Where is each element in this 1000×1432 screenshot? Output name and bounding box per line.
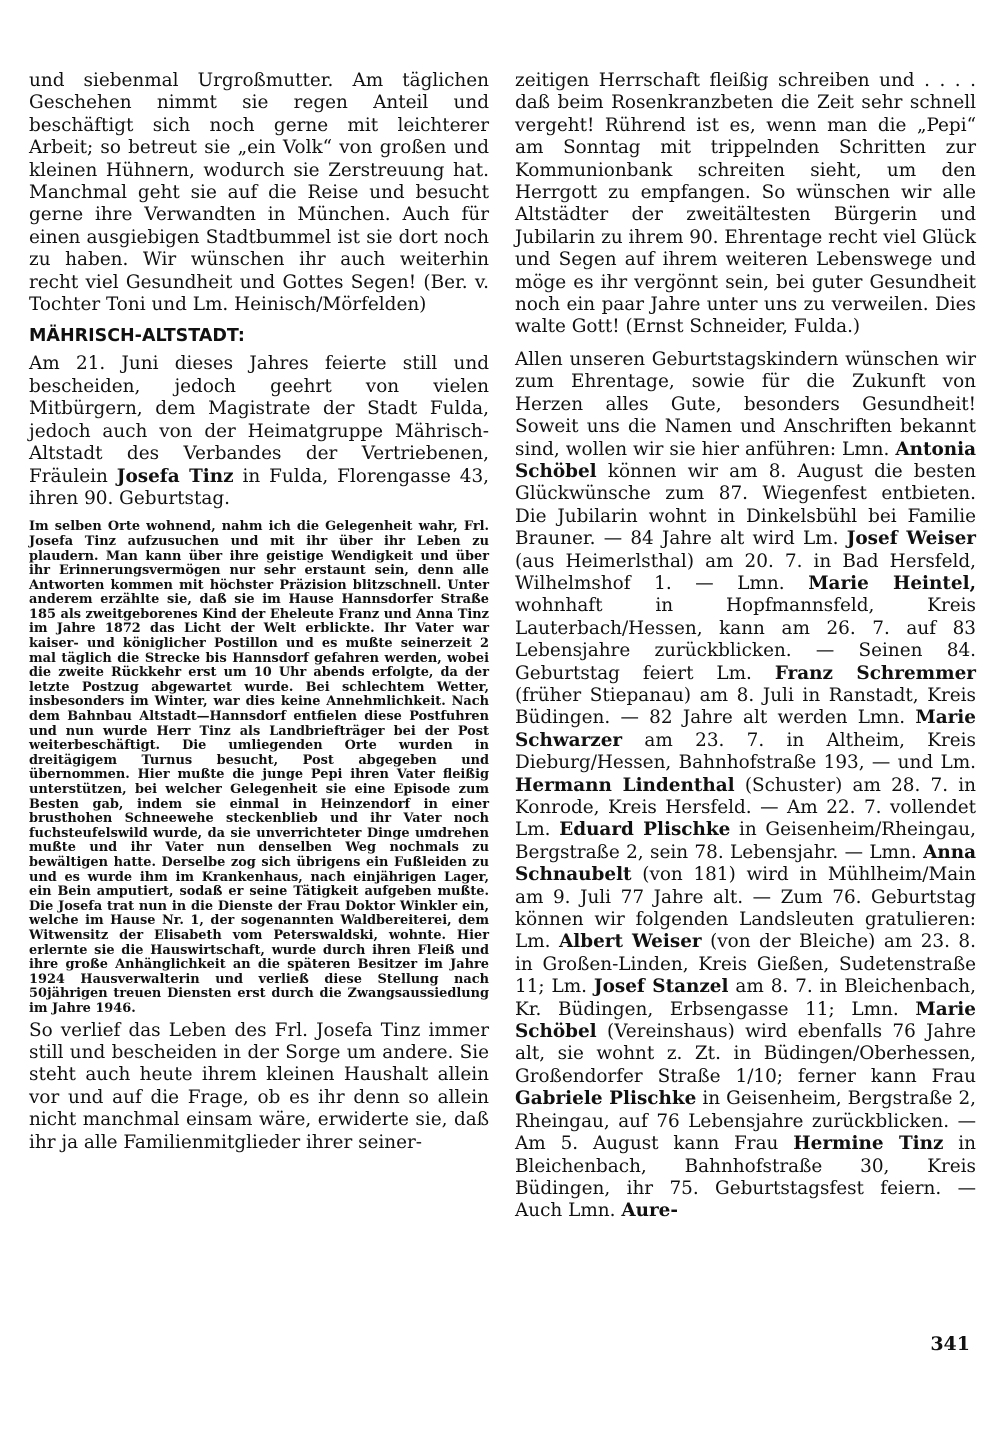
- left-paragraph-2: [29, 353, 489, 510]
- person-name: Hermine Tinz: [793, 1133, 944, 1155]
- person-name: Albert Weiser: [558, 931, 702, 953]
- text-segment: (früher Stiepanau) am 8. Juli in Ranstadt, Kreis Büdingen. — 82 Jahre alt werden Lmn.: [515, 684, 976, 729]
- person-name: Gabriele Plischke: [515, 1088, 697, 1110]
- text-segment: Allen unseren Geburtstagskindern wünschen wir zum Ehrentage, sowie für die Zukunft von Herzen alles Gute, besonders Gesundheit! Soweit uns die Namen und Anschriften bekannt sind, wollen wir sie hier anführen: Lmn.: [515, 348, 976, 460]
- left-paragraph-1: und siebenmal Urgroßmutter. Am täglichen Geschehen nimmt sie regen Anteil und beschäftigt sich noch gerne mit leichterer Arbeit; so betreut sie „ein Volk“ von großen und kleinen Hühnern, wodurch sie Zerstreuung hat. Manchmal geht sie auf die Reise und besucht gerne ihre Verwandten in München. Auch für einen ausgiebigen Stadtbummel ist sie dort noch zu haben. Wir wünschen ihr auch weiterhin recht viel Gesundheit und Gottes Segen! (Ber. v. Tochter Toni und Lm. Heinisch/Mörfelden): [29, 70, 489, 316]
- text-segment: in Bleichenbach, Bahnhofstraße 30, Kreis Büdingen, ihr 75. Geburtstagsfest feiern. — Auch Lmn.: [515, 1133, 977, 1222]
- text-segment: am 8. 7. in Bleichenbach, Kr. Büdingen, Erbsengasse 11; Lmn.: [515, 976, 976, 1020]
- person-name: Josef Stanzel: [593, 976, 729, 998]
- person-name: Josef Weiser: [846, 528, 976, 550]
- text-segment: in Geisenheim, Bergstraße 2, Rheingau, auf 76 Lebensjahre zurückblicken. — Am 5. August kann Frau: [515, 1088, 976, 1155]
- person-name: Anna Schnaubelt: [515, 841, 976, 886]
- person-name: Josefa Tinz: [116, 465, 234, 487]
- text-segment: können wir am 8. August die besten Glückwünsche zum 87. Wiegenfest entbieten. Die Jubilarin wohnt in Dinkelsbühl bei Familie Brauner. — 84 Jahre alt wird Lm.: [515, 460, 976, 550]
- small-print-paragraph: Im selben Orte wohnend, nahm ich die Gelegenheit wahr, Frl. Josefa Tinz aufzusuchen und mit ihr über ihr Leben zu plaudern. Man kann über ihre geistige Wendigkeit und über ihr Erinnerungsvermögen nur sehr erstaunt sein, denn alle Antworten kommen mit höchster Präzision blitzschnell. Unter anderem erzählte sie, daß sie im Hause Hannsdorfer Straße 185 als zweitgeborenes Kind der Eheleute Franz und Anna Tinz im Jahre 1872 das Licht der Welt erblickte. Ihr Vater war kaiser- und königlicher Postillon und es mußte seinerzeit 2 mal täglich die Strecke bis Hannsdorf gefahren werden, wobei die zweite Rückkehr erst um 10 Uhr abends erfolgte, da der letzte Postzug abgewartet wurde. Bei schlechtem Wetter, insbesonders im Winter, war dies keine Annehmlichkeit. Nach dem Bahnbau Altstadt—Hannsdorf entfielen diese Postfuhren und nun wurde Herr Tinz als Landbriefträger bei der Post weiterbeschäftigt. Die umliegenden Orte wurden in dreitägigem Turnus besucht, Post abgegeben und übernommen. Hier mußte die junge Pepi ihren Vater fleißig unterstützen, bei welcher Gelegenheit sie eine Episode zum Besten gab, indem sie einmal in Heinzendorf in einer brusthohen Schneewehe steckenblieb und ihr Vater noch fuchsteufelswild wurde, da sie unverrichteter Dinge umdrehen mußte und ihr Vater nun denselben Weg nochmals zu bewältigen hatte. Derselbe zog sich übrigens ein Fußleiden zu und es wurde ihm im Krankenhaus, nach einjährigen Lager, ein Bein amputiert, sodaß er seine Tätigkeit aufgeben mußte. Die Josefa trat nun in die Dienste der Frau Doktor Winkler ein, welche im Hause Nr. 1, der sogenannten Waldbereiterei, dem Witwensitz der Elisabeth vom Peterswaldski, wohnte. Hier erlernte sie die Hauswirtschaft, wurde durch ihren Fleiß und ihre große Anhänglichkeit an die späteren Besitzer im Jahre 1924 Hausverwalterin und verließ diese Stellung nach 50jährigen treuen Diensten erst durch die Zwangsaussiedlung im Jahre 1946.: [29, 519, 489, 1016]
- person-name: Aure-: [621, 1200, 678, 1222]
- right-paragraph-2-birthday-list: [515, 349, 976, 1223]
- left-paragraph-3: So verlief das Leben des Frl. Josefa Tinz immer still und bescheiden in der Sorge um andere. Sie steht auch heute ihrem kleinen Haushalt allein vor und auf die Frage, ob es ihr denn so allein nicht manchmal einsam wäre, erwiderte sie, daß ihr ja alle Familienmitglieder ihrer seiner-: [29, 1019, 489, 1153]
- text-segment: (von der Bleiche) am 23. 8. in Großen-Linden, Kreis Gießen, Sudetenstraße 11; Lm.: [515, 931, 976, 998]
- text-segment: Am 21. Juni dieses Jahres feierte still und bescheiden, jedoch geehrt von vielen Mitbürgern, dem Magistrate der Stadt Fulda, jedoch auch von der Heimatgruppe Mährisch-Altstadt des Verbandes der Vertriebenen, Fräulein: [29, 353, 489, 487]
- page-number: 341: [930, 1333, 970, 1355]
- right-column: [515, 70, 976, 1223]
- text-segment: in Fulda, Florengasse 43, ihren 90. Geburtstag.: [29, 465, 489, 509]
- right-paragraph-1: zeitigen Herrschaft fleißig schreiben und . . . . daß beim Rosenkranzbeten die Zeit sehr schnell vergeht! Rührend ist es, wenn man die „Pepi“ am Sonntag mit trippelnden Schritten zur Kommunionbank schreiten sieht, um den Herrgott zu empfangen. So wünschen wir alle Altstädter der zweitältesten Bürgerin und Jubilarin zu ihrem 90. Ehrentage recht viel Glück und Segen auf ihrem weiteren Lebenswege und möge es ihr vergönnt sein, bei guter Gesundheit noch ein paar Jahre unter uns zu verweilen. Dies walte Gott! (Ernst Schneider, Fulda.): [515, 70, 976, 338]
- text-segment: am 23. 7. in Altheim, Kreis Dieburg/Hessen, Bahnhofstraße 193, — und Lm.: [515, 729, 976, 774]
- text-segment: (aus Heimerlsthal) am 20. 7. in Bad Hersfeld, Wilhelmshof 1. — Lmn.: [515, 550, 976, 594]
- person-name: Marie Heintel,: [808, 572, 976, 594]
- text-segment: wohnhaft in Hopfmannsfeld, Kreis Lauterbach/Hessen, kann am 26. 7. auf 83 Lebensjahre zurückblicken. — Seinen 84. Geburtstag feiert Lm.: [515, 595, 976, 684]
- text-segment: (Schuster) am 28. 7. in Konrode, Kreis Hersfeld. — Am 22. 7. vollendet Lm.: [515, 774, 977, 841]
- text-segment: (von 181) wird in Mühlheim/Main am 9. Juli 77 Jahre alt. — Zum 76. Geburtstag können wir folgenden Landsleuten gratulieren: Lm.: [515, 864, 976, 953]
- person-name: Franz Schremmer: [774, 662, 976, 684]
- left-column: [29, 70, 489, 1154]
- section-heading-maehrisch-altstadt: MÄHRISCH-ALTSTADT:: [29, 326, 245, 347]
- text-segment: (Vereinshaus) wird ebenfalls 76 Jahre alt, sie wohnt z. Zt. in Büdingen/Oberhessen, Großendorfer Straße 1/10; ferner kann Frau: [515, 1021, 976, 1087]
- person-name: Antonia Schöbel: [515, 438, 976, 482]
- person-name: Eduard Plischke: [559, 819, 731, 841]
- person-name: Marie Schöbel: [515, 998, 976, 1043]
- text-segment: in Geisenheim/Rheingau, Bergstraße 2, sein 78. Lebensjahr. — Lmn.: [515, 819, 976, 863]
- person-name: Hermann Lindenthal: [515, 774, 735, 796]
- person-name: Marie Schwarzer: [515, 707, 976, 751]
